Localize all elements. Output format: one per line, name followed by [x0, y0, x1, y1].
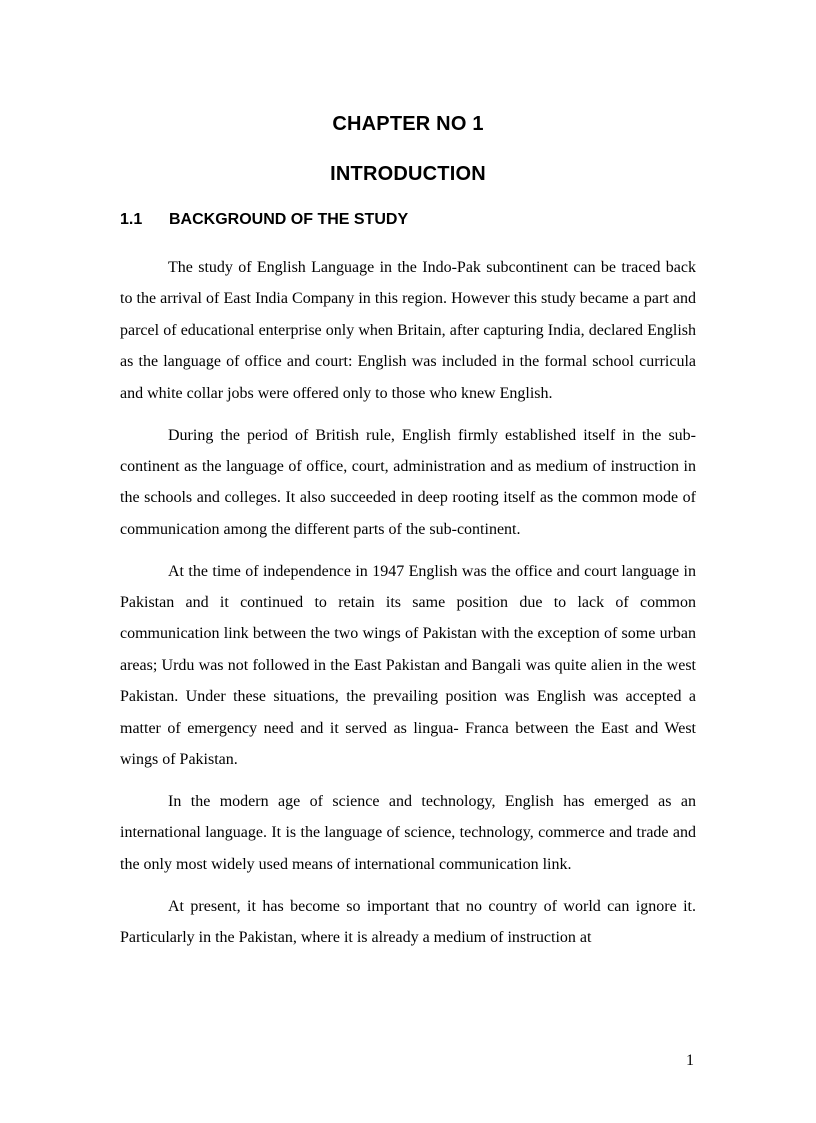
body-text: [120, 252, 696, 954]
page-number: 1: [686, 1052, 694, 1069]
section-heading: [120, 211, 408, 229]
paragraph: At present, it has become so important that no country of world can ignore it. Particularly in the Pakistan, where it is already a medium of instruction at: [120, 897, 696, 947]
section-number: 1.1: [120, 211, 143, 228]
section-title: BACKGROUND OF THE STUDY: [169, 211, 409, 228]
paragraph: During the period of British rule, English firmly established itself in the sub-continent as the language of office, court, administration and as medium of instruction in the schools and colleges. It also succeeded in deep rooting itself as the common mode of communication among the different parts of the sub-continent.: [120, 426, 696, 538]
paragraph: The study of English Language in the Indo-Pak subcontinent can be traced back to the arrival of East India Company in this region. However this study became a part and parcel of educational enterprise only when Britain, after capturing India, declared English as the language of office and court: English was included in the formal school curricula and white collar jobs were offered only to those who knew English.: [120, 259, 696, 402]
paragraph: In the modern age of science and technology, English has emerged as an international language. It is the language of science, technology, commerce and trade and the only most widely used means of international communication link.: [120, 793, 696, 873]
chapter-title: INTRODUCTION: [330, 163, 486, 185]
paragraph: At the time of independence in 1947 English was the office and court language in Pakistan and it continued to retain its same position due to lack of common communication link between the two wings of Pakistan with the exception of some urban areas; Urdu was not followed in the East Pakistan and Bangali was quite alien in the west Pakistan. Under these situations, the prevailing position was English was accepted a matter of emergency need and it served as lingua- Franca between the East and West wings of Pakistan.: [120, 562, 696, 769]
chapter-number-heading: CHAPTER NO 1: [332, 113, 484, 135]
